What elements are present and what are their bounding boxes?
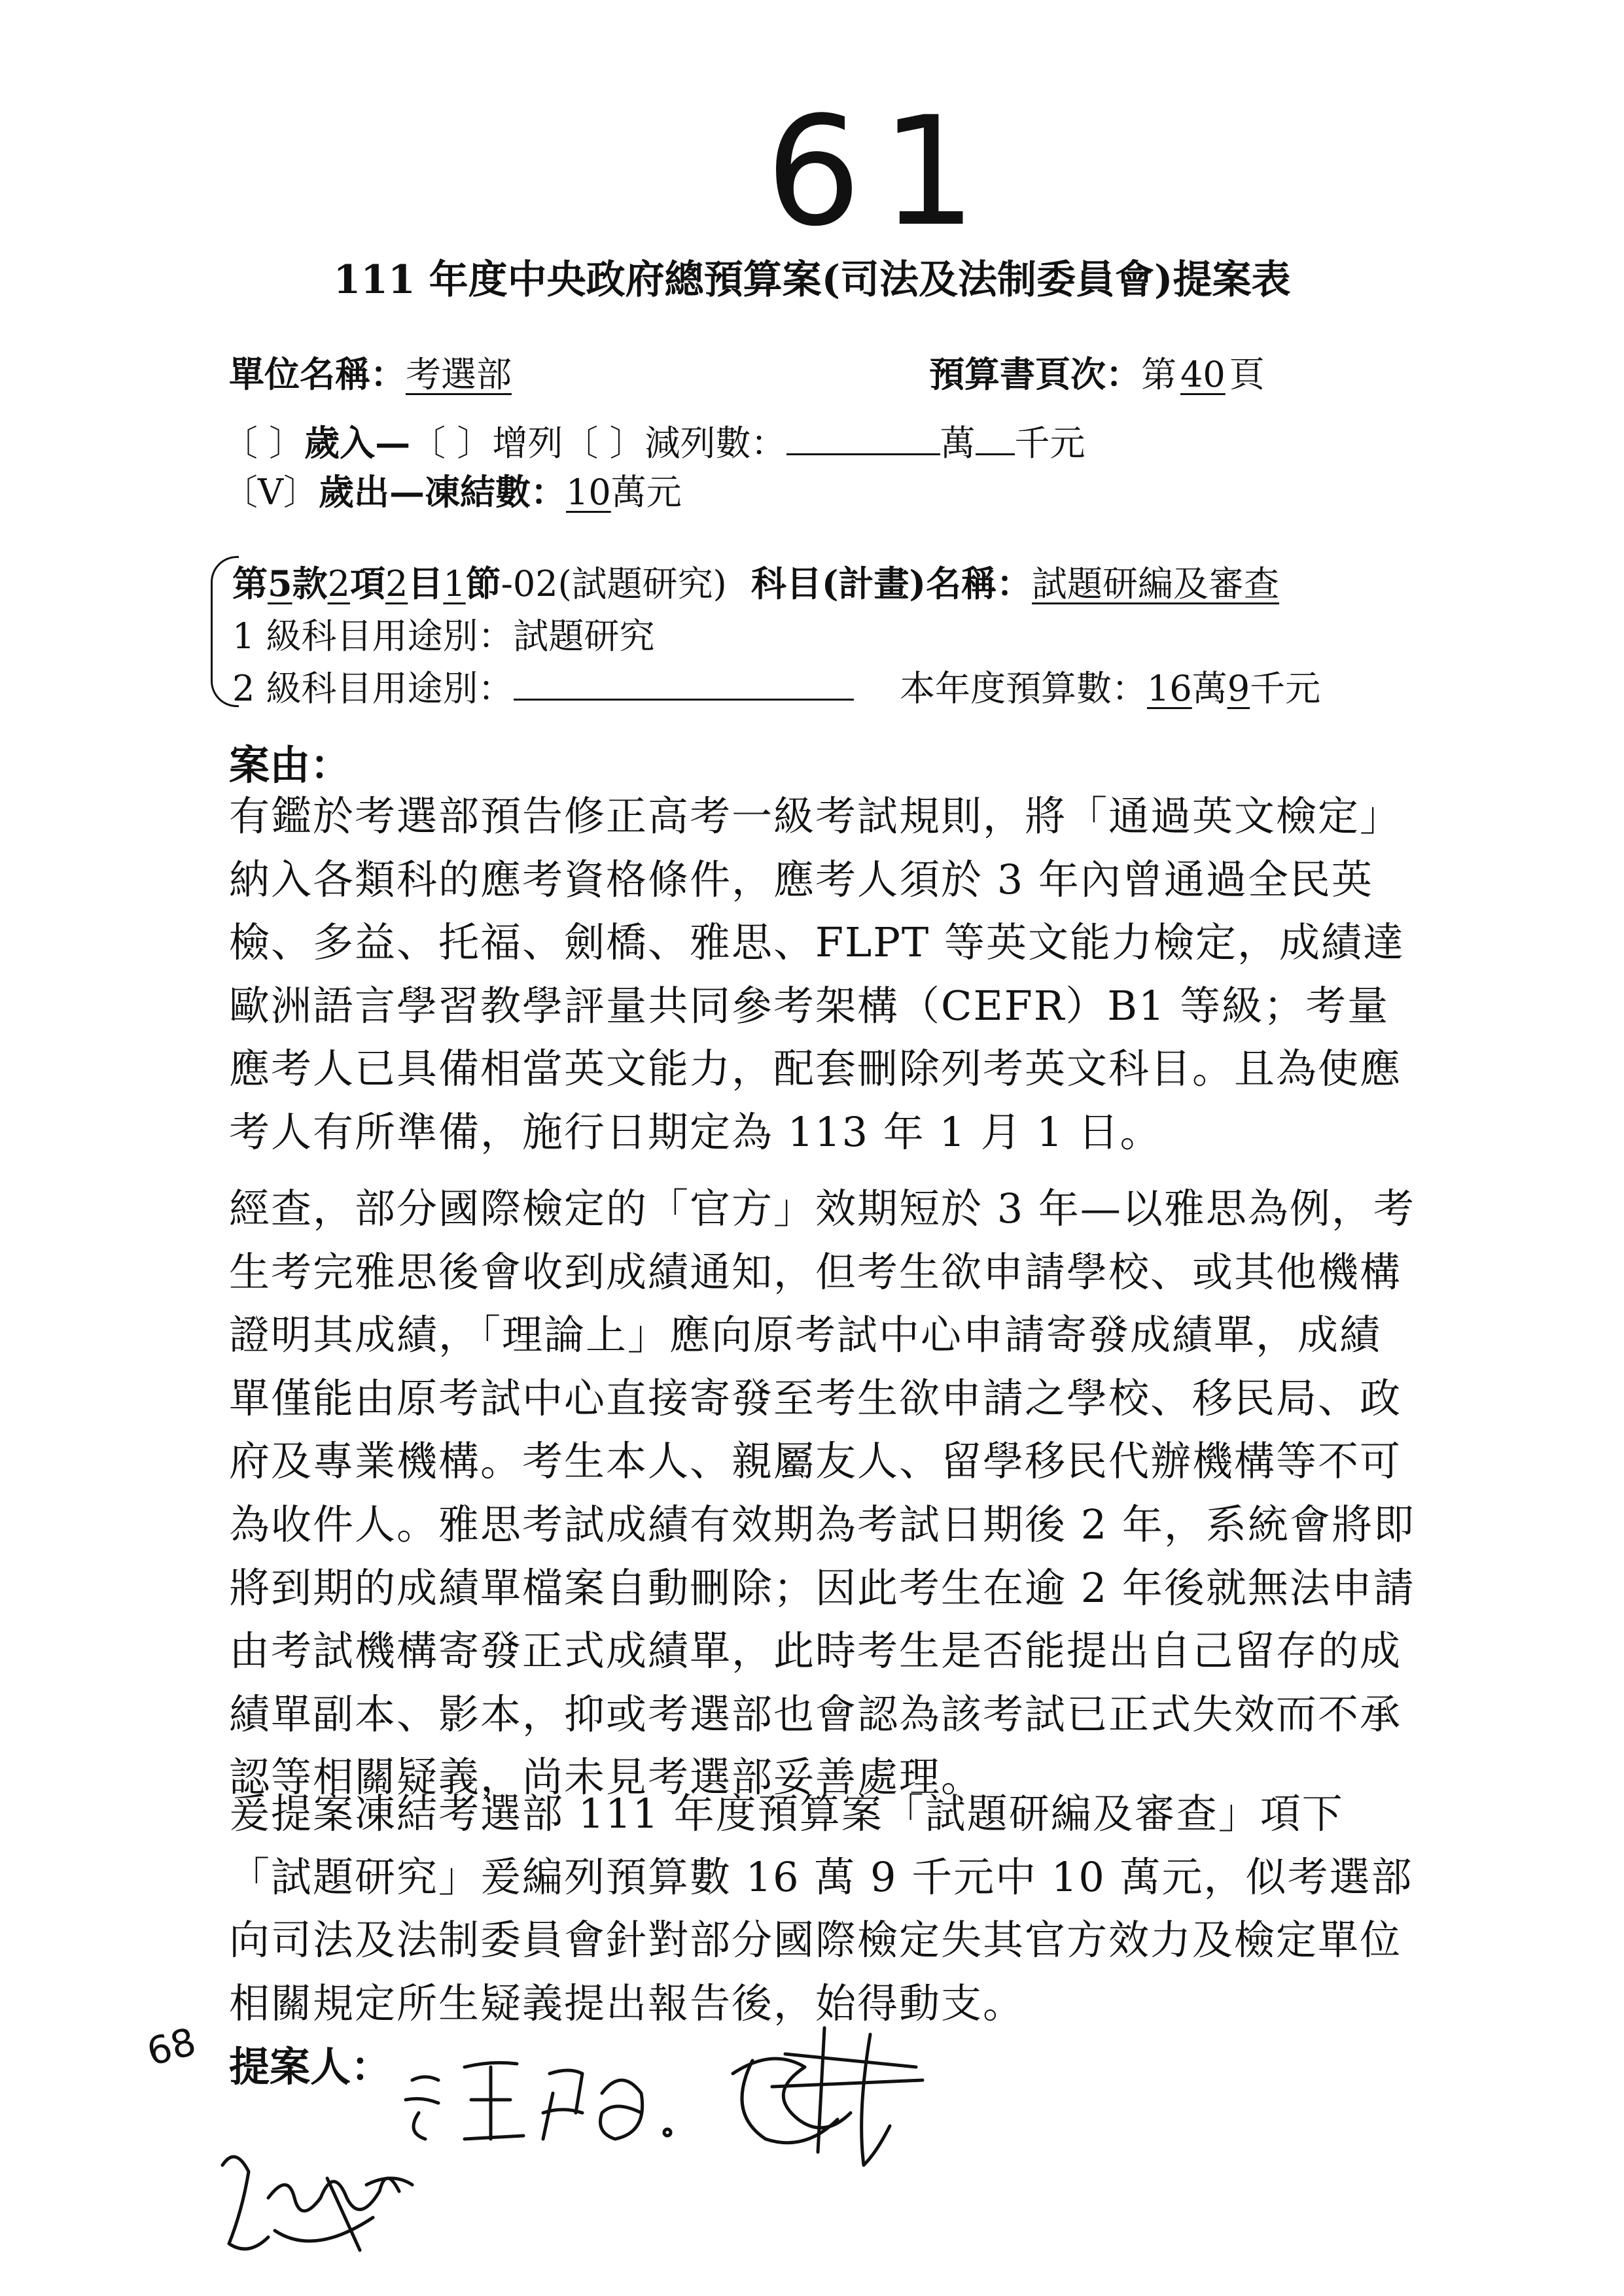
level1-line	[232, 608, 655, 659]
expense-line	[222, 464, 682, 515]
annual-budget-wan: 16	[1147, 668, 1192, 709]
budget-page-prefix: 第	[1141, 354, 1176, 395]
subject-code: -02(試題研究)	[501, 563, 727, 604]
annual-budget-qian: 9	[1227, 668, 1250, 709]
budget-page-label: 預算書頁次：	[929, 353, 1141, 395]
signatures	[196, 2015, 1112, 2276]
annual-budget-label: 本年度預算數：	[900, 668, 1147, 709]
paragraph-1-text: 有鑑於考選部預告修正高考一級考試規則，將「通過英文檢定」納入各類科的應考資格條件，應考人須於 3 年內曾通過全民英檢、多益、托福、劍橋、雅思、FLPT 等英文能力檢定，成績達歐洲語言學習教學評量共同參考架構（CEFR）B1 等級；考量應考人已具備相當英文能力，配套刪除列考英文科目。且為使應考人有所準備，施行日期定為 113 年 1 月 1 日。	[229, 792, 1405, 1156]
page-number: 61	[766, 85, 997, 260]
unit-name-field	[229, 347, 512, 397]
paragraph-3	[229, 1783, 1420, 2035]
revenue-unit-wan: 萬	[940, 423, 976, 464]
subject-kuan: 5	[268, 563, 292, 604]
unit-name-label: 單位名稱：	[229, 353, 406, 395]
level2-label: 2 級科目用途別：	[232, 668, 514, 709]
level2-line	[232, 661, 854, 711]
annual-budget-field	[900, 661, 1320, 711]
paragraph-2-text: 經查，部分國際檢定的「官方」效期短於 3 年—以雅思為例，考生考完雅思後會收到成績通知，但考生欲申請學校、或其他機構證明其成績，「理論上」應向原考試中心申請寄發成績單，成績單僅能由原考試中心直接寄發至考生欲申請之學校、移民局、政府及專業機構。考生本人、親屬友人、留學移民代辦機構等不可為收件人。雅思考試成績有效期為考試日期後 2 年，系統會將即將到期的成績單檔案自動刪除；因此考生在逾 2 年後就無法申請由考試機構寄發正式成績單，此時考生是否能提出自己留存的成績單副本、影本，抑或考選部也會認為該考試已正式失效而不承認等相關疑義，尚未見考選部妥善處理。	[229, 1185, 1415, 1801]
expense-checkbox: 〔V〕	[222, 472, 319, 513]
subject-kuan-prefix: 第	[232, 563, 268, 604]
expense-label: 歲出—凍結數：	[319, 471, 566, 513]
signature-2	[733, 2028, 923, 2165]
budget-page-value: 40	[1180, 354, 1226, 395]
revenue-increase: 〔 〕增列	[410, 423, 563, 464]
revenue-label: 歲入—	[304, 422, 411, 464]
level1-value: 試題研究	[513, 616, 655, 657]
expense-value: 10	[566, 472, 611, 513]
revenue-qian-blank	[976, 453, 1015, 455]
level1-label: 1 級科目用途別：	[232, 616, 514, 657]
subject-name-label: 科目(計畫)名稱：	[750, 563, 1033, 604]
signature-1	[406, 2062, 671, 2139]
signature-3	[222, 2157, 412, 2250]
subject-mu: 2	[385, 563, 408, 604]
budget-page-suffix: 頁	[1229, 354, 1265, 395]
annual-budget-wan-unit: 萬	[1192, 668, 1227, 709]
revenue-unit-qian: 千元	[1014, 423, 1086, 464]
margin-mark: 68	[142, 2019, 201, 2075]
subject-jie-label: 節	[465, 563, 501, 604]
paragraph-2	[229, 1177, 1420, 1809]
subject-xiang-label: 項	[349, 563, 385, 604]
revenue-decrease: 〔 〕減列數：	[563, 423, 786, 464]
subject-mu-label: 目	[408, 563, 444, 604]
expense-unit: 萬元	[610, 472, 682, 513]
subject-line	[232, 556, 1279, 606]
subject-xiang: 2	[327, 563, 350, 604]
revenue-line	[222, 415, 1086, 466]
paragraph-3-text: 爰提案凍結考選部 111 年度預算案「試題研編及審查」項下「試題研究」爰編列預算數 16 萬 9 千元中 10 萬元，似考選部向司法及法制委員會針對部分國際檢定失其官方效力及檢定單位相關規定所生疑義提出報告後，始得動支。	[229, 1790, 1413, 2027]
subject-kuan-label: 款	[292, 563, 328, 604]
proposer-label: 提案人：	[229, 2043, 392, 2091]
annual-budget-qian-unit: 千元	[1250, 668, 1321, 709]
paragraph-1	[229, 785, 1420, 1164]
subject-name-value: 試題研編及審查	[1032, 563, 1280, 604]
reason-heading: 案由：	[229, 741, 351, 789]
budget-page-field	[929, 347, 1265, 397]
revenue-amount-blank	[786, 453, 940, 455]
unit-name-value: 考選部	[406, 354, 512, 395]
level2-blank	[514, 699, 854, 701]
form-title: 111 年度中央政府總預算案(司法及法制委員會)提案表	[333, 257, 1291, 303]
subject-jie: 1	[443, 563, 466, 604]
revenue-checkbox: 〔 〕	[222, 423, 305, 464]
